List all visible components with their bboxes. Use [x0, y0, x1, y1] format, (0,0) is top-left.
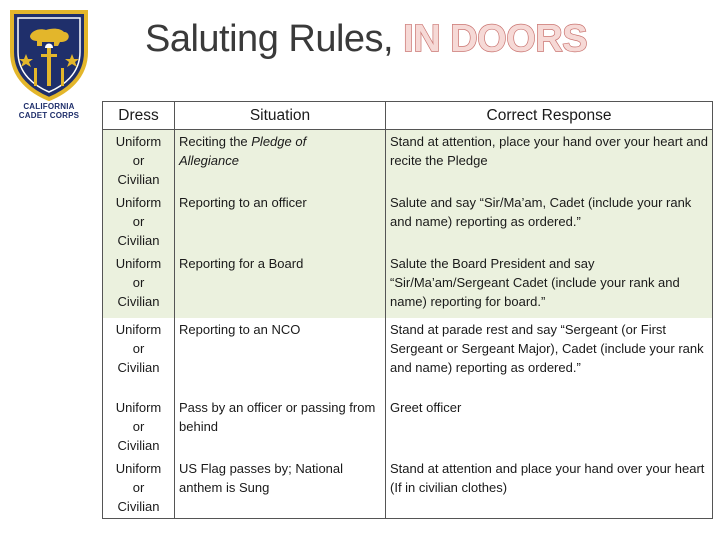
response-cell: Stand at attention, place your hand over your heart and recite the Pledge	[386, 130, 713, 192]
situation-text: Reciting the	[179, 134, 252, 149]
situation-cell	[175, 130, 386, 192]
situation-italic-text: Pledge of	[251, 134, 307, 149]
dress-line: Uniform	[115, 256, 162, 271]
response-cell: Stand at attention and place your hand over your heart (If in civilian clothes)	[386, 457, 713, 519]
table-row	[103, 252, 713, 318]
response-cell: Greet officer	[386, 396, 713, 457]
situation-italic-text: Allegiance	[179, 153, 239, 168]
saluting-rules-table	[102, 101, 713, 519]
logo-line-2: CADET CORPS	[18, 111, 80, 120]
dress-line: Uniform	[115, 400, 162, 415]
dress-line: or	[132, 214, 145, 229]
page-title	[145, 18, 587, 61]
dress-cell	[103, 130, 175, 192]
situation-cell: Reporting for a Board	[175, 252, 386, 318]
shield-emblem-icon	[6, 6, 92, 102]
logo-line-1: CALIFORNIA	[23, 102, 75, 111]
dress-line: Uniform	[115, 134, 162, 149]
dress-line: Uniform	[115, 322, 162, 337]
header-response: Correct Response	[386, 102, 713, 130]
situation-cell: Pass by an officer or passing from behind	[175, 396, 386, 457]
response-cell: Salute the Board President and say “Sir/Ma’am/Sergeant Cadet (include your rank and name) reporting for board.”	[386, 252, 713, 318]
table-row	[103, 396, 713, 457]
dress-line: Civilian	[117, 499, 160, 514]
dress-line: Civilian	[117, 438, 160, 453]
dress-cell	[103, 318, 175, 396]
dress-cell	[103, 396, 175, 457]
table-header-row	[103, 102, 713, 130]
situation-cell: US Flag passes by; National anthem is Sung	[175, 457, 386, 519]
table-row	[103, 130, 713, 192]
dress-line: Uniform	[115, 461, 162, 476]
dress-line: Civilian	[117, 360, 160, 375]
response-cell: Stand at parade rest and say “Sergeant (or First Sergeant or Sergeant Major), Cadet (include your rank and name) reporting as ordered.”	[386, 318, 713, 396]
dress-line: Civilian	[117, 233, 160, 248]
dress-cell	[103, 191, 175, 252]
title-accent: IN DOORS	[403, 18, 588, 60]
header-dress: Dress	[103, 102, 175, 130]
dress-line: or	[132, 275, 145, 290]
situation-cell: Reporting to an officer	[175, 191, 386, 252]
logo-wordmark	[6, 102, 92, 120]
dress-line: or	[132, 153, 145, 168]
dress-cell	[103, 457, 175, 519]
table-row	[103, 191, 713, 252]
header-situation: Situation	[175, 102, 386, 130]
dress-line: or	[132, 341, 145, 356]
dress-line: Civilian	[117, 294, 160, 309]
situation-cell: Reporting to an NCO	[175, 318, 386, 396]
table-row	[103, 457, 713, 519]
response-cell: Salute and say “Sir/Ma’am, Cadet (include your rank and name) reporting as ordered.”	[386, 191, 713, 252]
dress-cell	[103, 252, 175, 318]
california-cadet-corps-logo	[6, 6, 92, 124]
dress-line: or	[132, 419, 145, 434]
dress-line: Uniform	[115, 195, 162, 210]
dress-line: or	[132, 480, 145, 495]
title-prefix: Saluting Rules,	[145, 18, 404, 60]
dress-line: Civilian	[117, 172, 160, 187]
table-row	[103, 318, 713, 396]
